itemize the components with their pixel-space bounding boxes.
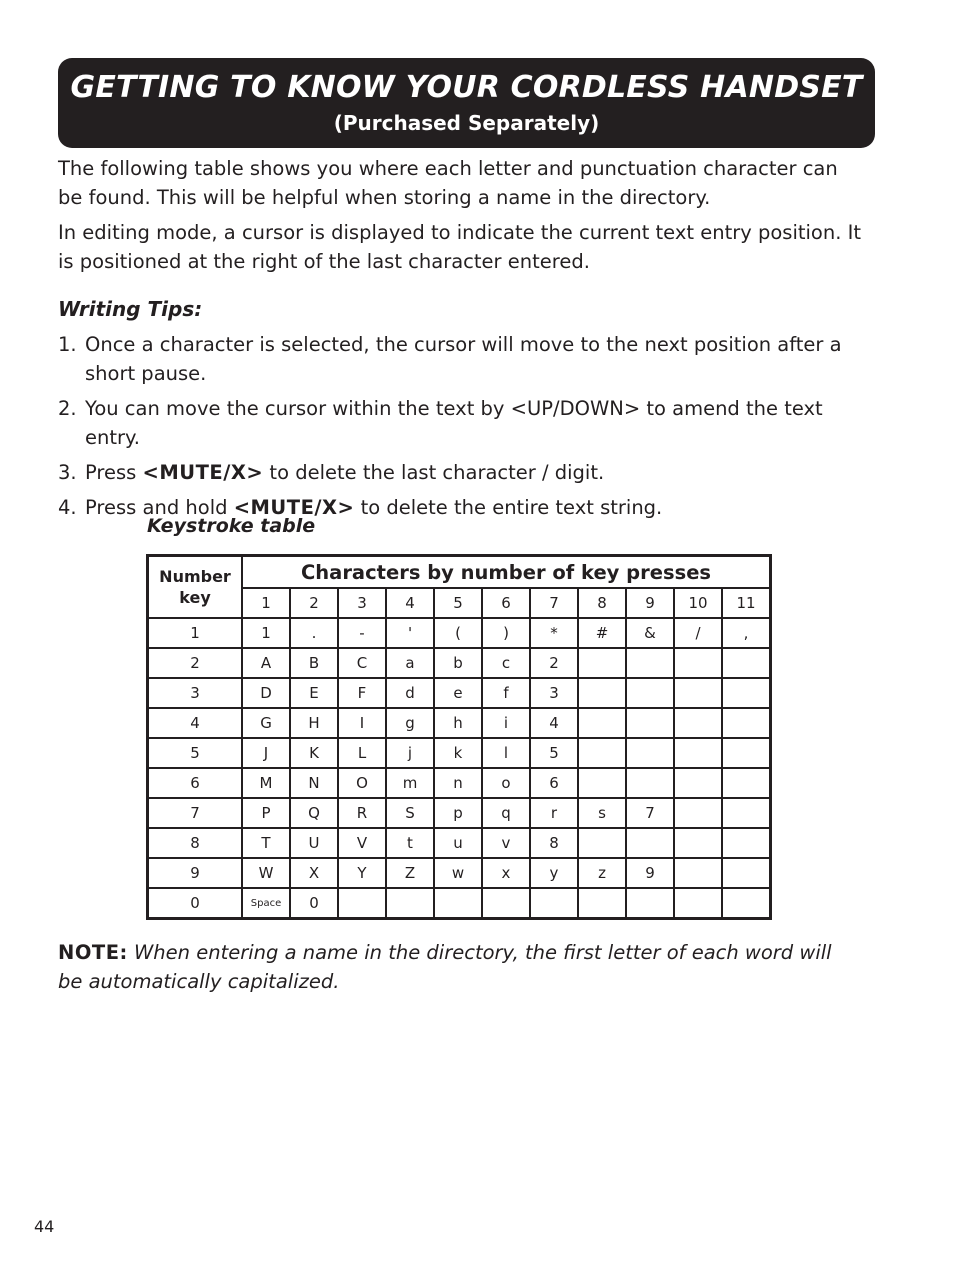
character-cell: p xyxy=(434,798,482,828)
character-cell xyxy=(722,648,771,678)
tip-text-after: to delete the last character / digit. xyxy=(263,461,605,484)
character-cell: r xyxy=(530,798,578,828)
character-cell xyxy=(578,678,626,708)
press-count-header: 8 xyxy=(578,588,626,618)
character-cell: o xyxy=(482,768,530,798)
character-cell xyxy=(578,888,626,919)
character-cell: Y xyxy=(338,858,386,888)
table-row xyxy=(148,798,771,828)
character-cell xyxy=(434,888,482,919)
press-count-header: 1 xyxy=(242,588,290,618)
character-cell xyxy=(626,648,674,678)
number-key-cell: 7 xyxy=(148,798,243,828)
character-cell xyxy=(578,708,626,738)
character-cell xyxy=(722,738,771,768)
intro-paragraph-2: In editing mode, a cursor is displayed to indicate the current text entry position. It is positioned at the right of the last character entered. xyxy=(58,221,862,273)
character-cell: g xyxy=(386,708,434,738)
tip-text: Press and hold xyxy=(85,496,234,519)
character-cell: M xyxy=(242,768,290,798)
writing-tips-list xyxy=(58,330,878,528)
number-key-cell: 9 xyxy=(148,858,243,888)
number-key-cell: 3 xyxy=(148,678,243,708)
tip-text: Press xyxy=(85,461,143,484)
character-cell xyxy=(674,738,722,768)
character-cell xyxy=(674,858,722,888)
character-cell xyxy=(674,768,722,798)
character-cell xyxy=(530,888,578,919)
table-row xyxy=(148,768,771,798)
press-count-header: 10 xyxy=(674,588,722,618)
tip-key-label: <MUTE/X> xyxy=(142,461,264,484)
character-cell: W xyxy=(242,858,290,888)
character-cell: Q xyxy=(290,798,338,828)
tip-item xyxy=(58,330,878,388)
character-cell xyxy=(674,708,722,738)
character-cell: a xyxy=(386,648,434,678)
character-cell: 4 xyxy=(530,708,578,738)
character-cell: T xyxy=(242,828,290,858)
character-cell: n xyxy=(434,768,482,798)
character-cell: X xyxy=(290,858,338,888)
character-cell: D xyxy=(242,678,290,708)
number-key-cell: 6 xyxy=(148,768,243,798)
character-cell: 1 xyxy=(242,618,290,648)
note-label: NOTE: xyxy=(58,941,128,964)
character-cell: R xyxy=(338,798,386,828)
character-cell: N xyxy=(290,768,338,798)
table-row xyxy=(148,618,771,648)
section-banner xyxy=(58,58,875,148)
character-cell: u xyxy=(434,828,482,858)
character-cell xyxy=(674,648,722,678)
character-cell: O xyxy=(338,768,386,798)
press-count-header: 5 xyxy=(434,588,482,618)
character-cell: v xyxy=(482,828,530,858)
character-cell: & xyxy=(626,618,674,648)
character-cell: J xyxy=(242,738,290,768)
character-cell: l xyxy=(482,738,530,768)
tip-text: You can move the cursor within the text by <UP/DOWN> to amend the text entry. xyxy=(85,397,823,449)
section-subtitle: (Purchased Separately) xyxy=(333,111,600,135)
character-cell: b xyxy=(434,648,482,678)
character-cell: F xyxy=(338,678,386,708)
character-cell xyxy=(674,798,722,828)
character-cell: e xyxy=(434,678,482,708)
tip-number: 1. xyxy=(58,333,77,356)
table-row xyxy=(148,858,771,888)
character-cell: w xyxy=(434,858,482,888)
character-cell xyxy=(626,708,674,738)
press-count-header: 3 xyxy=(338,588,386,618)
number-key-cell: 0 xyxy=(148,888,243,919)
character-cell: i xyxy=(482,708,530,738)
tip-key-label: <MUTE/X> xyxy=(233,496,355,519)
character-cell: ( xyxy=(434,618,482,648)
character-cell: / xyxy=(674,618,722,648)
number-key-cell: 4 xyxy=(148,708,243,738)
table-row xyxy=(148,888,771,919)
character-cell: A xyxy=(242,648,290,678)
character-cell: # xyxy=(578,618,626,648)
character-cell xyxy=(482,888,530,919)
characters-header: Characters by number of key presses xyxy=(242,556,771,589)
writing-tips-heading: Writing Tips: xyxy=(58,297,203,321)
character-cell: I xyxy=(338,708,386,738)
character-cell: k xyxy=(434,738,482,768)
character-cell: 8 xyxy=(530,828,578,858)
press-count-header: 4 xyxy=(386,588,434,618)
number-key-cell: 5 xyxy=(148,738,243,768)
character-cell xyxy=(626,678,674,708)
character-cell xyxy=(626,888,674,919)
tip-text-after: to delete the entire text string. xyxy=(354,496,663,519)
character-cell xyxy=(722,888,771,919)
character-cell xyxy=(626,828,674,858)
number-key-cell: 1 xyxy=(148,618,243,648)
character-cell xyxy=(674,678,722,708)
keystroke-table-body xyxy=(148,618,771,919)
character-cell: c xyxy=(482,648,530,678)
character-cell: 9 xyxy=(626,858,674,888)
character-cell xyxy=(674,828,722,858)
character-cell: Space xyxy=(242,888,290,919)
character-cell: x xyxy=(482,858,530,888)
character-cell xyxy=(722,708,771,738)
character-cell: 6 xyxy=(530,768,578,798)
press-count-header: 9 xyxy=(626,588,674,618)
page-number: 44 xyxy=(34,1217,55,1236)
character-cell: 7 xyxy=(626,798,674,828)
character-cell: f xyxy=(482,678,530,708)
character-cell xyxy=(578,768,626,798)
character-cell xyxy=(626,738,674,768)
character-cell xyxy=(722,798,771,828)
tip-number: 2. xyxy=(58,397,77,420)
character-cell: d xyxy=(386,678,434,708)
character-cell: C xyxy=(338,648,386,678)
character-cell: P xyxy=(242,798,290,828)
character-cell: m xyxy=(386,768,434,798)
character-cell xyxy=(722,858,771,888)
character-cell xyxy=(386,888,434,919)
character-cell: ' xyxy=(386,618,434,648)
character-cell: 3 xyxy=(530,678,578,708)
number-key-cell: 2 xyxy=(148,648,243,678)
character-cell: - xyxy=(338,618,386,648)
intro-paragraph-1: The following table shows you where each letter and punctuation character can be found. This will be helpful when storing a name in the directory. xyxy=(58,157,838,209)
character-cell xyxy=(626,768,674,798)
table-row xyxy=(148,678,771,708)
character-cell: Z xyxy=(386,858,434,888)
press-count-header: 2 xyxy=(290,588,338,618)
character-cell: j xyxy=(386,738,434,768)
character-cell xyxy=(722,828,771,858)
section-title: GETTING TO KNOW YOUR CORDLESS HANDSET xyxy=(70,70,863,105)
character-cell: . xyxy=(290,618,338,648)
character-cell: B xyxy=(290,648,338,678)
character-cell xyxy=(578,738,626,768)
character-cell xyxy=(722,678,771,708)
character-cell xyxy=(338,888,386,919)
character-cell: * xyxy=(530,618,578,648)
character-cell: t xyxy=(386,828,434,858)
character-cell: S xyxy=(386,798,434,828)
character-cell: H xyxy=(290,708,338,738)
character-cell: y xyxy=(530,858,578,888)
character-cell: ) xyxy=(482,618,530,648)
table-row xyxy=(148,708,771,738)
character-cell: s xyxy=(578,798,626,828)
character-cell: L xyxy=(338,738,386,768)
table-row xyxy=(148,648,771,678)
press-count-header: 6 xyxy=(482,588,530,618)
number-key-cell: 8 xyxy=(148,828,243,858)
character-cell: G xyxy=(242,708,290,738)
note-text: When entering a name in the directory, the first letter of each word will be automatically capitalized. xyxy=(58,941,832,993)
press-count-header: 11 xyxy=(722,588,771,618)
press-count-header: 7 xyxy=(530,588,578,618)
number-key-header: Number key xyxy=(148,556,243,619)
keystroke-table xyxy=(146,554,772,920)
character-cell: 0 xyxy=(290,888,338,919)
character-cell xyxy=(578,828,626,858)
table-row xyxy=(148,738,771,768)
character-cell: 5 xyxy=(530,738,578,768)
character-cell: 2 xyxy=(530,648,578,678)
tip-text: Once a character is selected, the cursor will move to the next position after a short pause. xyxy=(85,333,842,385)
character-cell: h xyxy=(434,708,482,738)
note xyxy=(58,938,838,996)
tip-number: 4. xyxy=(58,496,77,519)
character-cell: E xyxy=(290,678,338,708)
tip-item xyxy=(58,394,878,452)
character-cell: , xyxy=(722,618,771,648)
character-cell: z xyxy=(578,858,626,888)
tip-item xyxy=(58,458,878,487)
character-cell: U xyxy=(290,828,338,858)
keystroke-table-caption: Keystroke table xyxy=(147,515,316,537)
character-cell: K xyxy=(290,738,338,768)
character-cell xyxy=(674,888,722,919)
character-cell xyxy=(722,768,771,798)
character-cell xyxy=(578,648,626,678)
table-row xyxy=(148,828,771,858)
tip-number: 3. xyxy=(58,461,77,484)
character-cell: V xyxy=(338,828,386,858)
character-cell: q xyxy=(482,798,530,828)
